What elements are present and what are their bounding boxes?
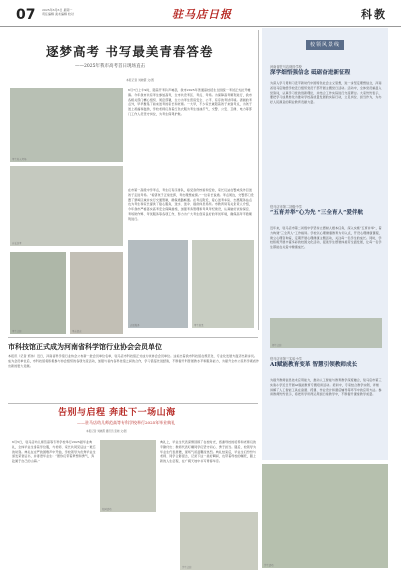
bottom-headline: 告别与启程 奔赴下一场山海 [58,408,176,418]
story-1-kicker: 河南省驻马店财经学校 [270,65,302,69]
assoc-body: 本报讯（记者 邢伟）近日，河南省科学馆行业协会公布新一批会员单位名单，驻马店市科技馆正式成为该协会会员单位。这标志着我市科技馆在规范化、专业化发展方面迈出新步伐。成为会员单位后，市科技馆将积极参与协会组织的各项交流活动，加强与省内各科技馆之间的合作，学习借鉴先进经验，不断提升科普展教水平和服务能力，为提升全市公民科学素质作出新的更大贡献。 [8,354,260,368]
bottom-right-photo [262,464,388,568]
page-header [0,0,401,27]
sidebar-heading: 校领风景线 [306,40,344,50]
lead-body-1: 6月7日上午9时，随着开考铃声响起，我市2025年普通高校招生全国统一考试正式拉开帷幕。今年我市共有考生参加高考，全市共设考区、考点、考场。为保障高考顺利进行，我市各相关部门精心组织、周密部署，全力为考生营造安全、公平、有序的考试环境。清晨的考点外，早早聚集了前来送考的家长和老师。一大早，不少家长就陪着孩子来到考点，为孩子送上祝福和鼓励，学校老师们身着红色衣服为考生加油打气，交警、公安、卫健、电力等部门工作人员坚守岗位，为考生保驾护航。 [128,88,253,116]
photo-6 [192,240,254,328]
sidebar-photo-1 [270,318,382,348]
story-3-title: AI赋能教育变革 智慧引领教师成长 [270,362,358,368]
photo-caption: 志愿服务 [130,324,140,327]
date-text: 2025年6月6日 星期一 [42,8,73,12]
bottom-body-2: 典礼上，毕业生代表深情回顾了在校时光，感谢母校的培养和老师们的辛勤付出；教师代表叮嘱同学们坚守初心、勇于担当。随后，校领导为毕业生代表拨穗，现场气氛温馨而热烈。典礼结束后，毕业生们纷纷与老师、同学合影留念，记录下这一美好瞬间，也带着母校的嘱托，踏上新的人生征程，在广阔天地中书写青春华章。 [160,440,257,464]
photo-caption: 考生检录 [194,324,204,327]
section-divider [8,403,258,404]
photo-caption: 学生合影 [182,566,192,569]
column-divider [258,30,259,330]
story-1-title: 深学细悟强信念 砥砺奋进新征程 [270,70,351,76]
lead-headline: 逐梦高考 书写最美青春答卷 [46,44,214,59]
photo-3 [10,252,66,334]
editor-text: 责任编辑 美术编辑 校对 [42,12,74,17]
story-2-title: “五育并举”心为先 “三全育人”爱伴航 [270,210,364,216]
lead-body-2: 在市第一高级中学考点，考生们有序排队，接受身份核验和安检，家长们站在警戒线外目送孩子走进考场。“希望孩子正常发挥，考出理想成绩。”一位家长说道。考点周边，交警部门设置了禁鸣区域并实行交通管制，确保道路畅通。在考点附近，爱心送考车队、志愿服务站点也为考生和家长提供了贴心服务，送水、送伞、提供休息场所。市教育局有关负责人介绍，今年我市严格落实高考安全保障措施，加强考务管理和考风考纪建设，认真做好试卷保密、考场防作弊、考试服务等各项工作，努力为广大考生创造良好的考试环境，确保高考平稳顺利进行。 [128,188,254,221]
lead-byline: 本报记者 刘晓霞 文/图 [126,78,154,82]
photo-caption: 考生进入考场 [12,158,27,161]
lead-photo [10,88,123,162]
photo-caption: 家长送考 [12,242,22,245]
story-2-body: 近年来，驻马店市第二初级中学坚持立德树人根本任务，深入实施“五育并举”，着力构建“三全育人”工作格局。学校以心理健康教育为切入点，开设心理健康课程，建立心理咨询室，定期开展心理健康主题活动，关注每一名学生的成长。同时，学校积极开展丰富多彩的校园文化活动，促进学生德智体美劳全面发展，让每一名学生都能在关爱中健康成长。 [270,226,382,250]
sidebar-panel [262,28,388,460]
bottom-byline: 本报记者 刘晓霞 通讯员 张晓 文/图 [86,430,127,433]
photo-caption: 考前留念 [72,330,82,333]
lead-subheadline: ——2025年我市高考首日现场直击 [75,64,145,69]
photo-5 [128,240,188,328]
photo-2 [10,166,123,246]
bottom-body-1: 6月5日，驻马店幼儿师范高等专科学校举行2025届毕业典礼，全体毕业生身着学位服，与老师、家长共同见证这一难忘的时刻。典礼在庄严的国歌声中开始，学校领导为优秀毕业生颁发荣誉证书，并寄语毕业生：“愿你们带着梦想和勇气，奔赴属于自己的山海。” [12,440,96,464]
bottom-photo [100,440,156,512]
section-divider [8,337,258,338]
paper-logo: 驻马店日报 [172,8,232,21]
section-title: 科教 [361,8,387,21]
story-3-kicker: 驻马店市第三实验小学 [270,357,302,361]
story-1-body: 为深入学习贯彻习近平新时代中国特色社会主义思想，进一步坚定理想信念，河南省驻马店财经学校近日组织党员干部开展主题党日活动。活动中，全体党员重温入党誓词，认真学习党的创新理论，并结合工作实际进行交流研讨。大家纷纷表示，要把学习成果转化为推动学校高质量发展的实际行动，立足岗位、担当作为，为办好人民满意的职业教育贡献力量。 [270,81,382,105]
issue-date [42,8,74,16]
photo-caption: 师生合影 [272,344,282,347]
bottom-photo-2 [180,512,258,570]
photo-4 [70,252,123,334]
story-3-body: 为提升教师信息技术应用能力，推动人工智能与教育教学深度融合，驻马店市第三实验小学近日开展AI赋能教育专题培训活动。培训中，专家结合教学实例，详细讲解了人工智能工具在备课、授课、作业设计和课后辅导等环节中的应用方法。参训教师纷纷表示，将把所学所得运用到日常教学中，不断提升课堂教学质量。 [270,378,382,397]
bottom-subheadline: ——驻马店幼儿师范高等专科学校举行2025年毕业典礼 [77,420,176,425]
photo-caption: 学生活动 [264,564,274,567]
photo-caption: 校园活动 [102,508,112,511]
story-2-kicker: 驻马店市第二初级中学 [270,205,302,209]
photo-caption: 考生合影 [12,330,22,333]
page-number: 07 [16,7,36,23]
assoc-headline: 市科技馆正式成为河南省科学馆行业协会会员单位 [8,342,162,351]
